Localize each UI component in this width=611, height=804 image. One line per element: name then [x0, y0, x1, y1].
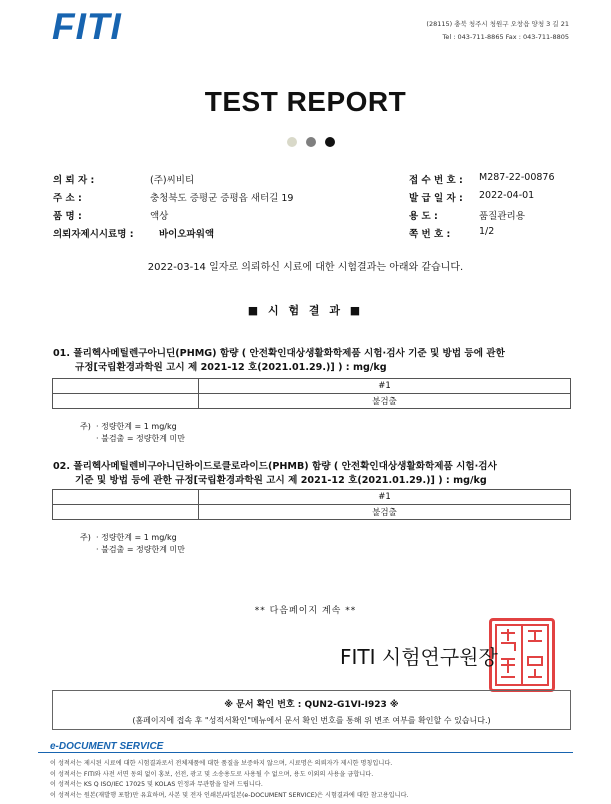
continued-notice: ** 다음페이지 계속 ** [254, 606, 357, 616]
section-title: ■ 시 험 결 과 ■ [247, 304, 364, 317]
disclaimer-line: 이 성적서는 FITI와 사전 서면 동의 없이 홍보, 선전, 광고 및 소송용도로 사용될 수 없으며, 용도 이외의 사용을 금합니다. [50, 770, 374, 778]
test-2-title-line2: 기준 및 방법 등에 관한 규정[국립환경과학원 고시 제 2021-12 호(2021.01.29.)] ) : mg/kg [75, 475, 487, 486]
decor-dot-1 [287, 137, 297, 147]
test-2-note-2: · 불검출 = 정량한계 미만 [96, 545, 185, 554]
page-value: 1/2 [479, 226, 495, 237]
sample-label: 의뢰자제시시료명 : [53, 229, 134, 240]
header-contact: Tel : 043-711-8865 Fax : 043-711-8805 [442, 33, 569, 41]
test-2-note-1: · 정량한계 = 1 mg/kg [96, 533, 177, 542]
use-label: 용 도 : [409, 211, 438, 222]
issue-value: 2022-04-01 [479, 190, 535, 201]
edocument-disclaimer [50, 759, 409, 801]
table-cell-empty [53, 505, 199, 520]
table-row [53, 379, 571, 394]
test-2-table [52, 489, 571, 520]
address-value: 충청북도 증평군 증평읍 새터길 19 [150, 193, 294, 204]
client-value: (주)씨비티 [150, 175, 195, 186]
test-1-title [53, 347, 573, 375]
table-row [53, 490, 571, 505]
test-1-table [52, 378, 571, 409]
page-label: 쪽 번 호 : [409, 229, 451, 240]
receipt-value: M287-22-00876 [479, 172, 555, 183]
seal-glyphs [492, 621, 552, 689]
table-cell-empty [53, 379, 199, 394]
report-title: TEST REPORT [204, 86, 407, 117]
decor-dot-2 [306, 137, 316, 147]
table-row [53, 394, 571, 409]
test-1-title-line2: 규정[국립환경과학원 고시 제 2021-12 호(2021.01.29.)] ) : mg/kg [75, 362, 387, 373]
test-2-note-prefix: 주) [80, 533, 91, 542]
sample-number-cell: #1 [199, 490, 571, 505]
table-cell-empty [53, 394, 199, 409]
header-address: (28115) 충북 청주시 청원구 오창읍 양청 3 길 21 [426, 20, 569, 28]
fiti-logo: FITI [52, 6, 122, 47]
table-cell-empty [53, 490, 199, 505]
client-label: 의 뢰 자 : [53, 175, 95, 186]
sample-number-cell: #1 [199, 379, 571, 394]
intro-text: 2022-03-14 일자로 의뢰하신 시료에 대한 시험결과는 아래와 같습니다. [147, 262, 464, 273]
test-2-notes [96, 532, 185, 556]
document-verification-box [52, 690, 571, 730]
header-address-block [426, 18, 569, 44]
result-cell: 불검출 [199, 394, 571, 409]
product-value: 액상 [150, 211, 169, 222]
test-2-title-line1: 02. 폴리헥사메틸렌비구아니딘하이드로클로라이드(PHMB) 함량 ( 안전확인대상생활화학제품 시험·검사 [53, 461, 497, 472]
table-row [53, 505, 571, 520]
test-1-note-1: · 정량한계 = 1 mg/kg [96, 422, 177, 431]
receipt-label: 접 수 번 호 : [409, 175, 463, 186]
test-1-notes [96, 421, 185, 445]
product-label: 품 명 : [53, 211, 82, 222]
issue-label: 발 급 일 자 : [409, 193, 463, 204]
disclaimer-line: 이 성적서는 KS Q ISO/IEC 17025 및 KOLAS 인정과 무관함을 알려 드립니다. [50, 781, 263, 788]
verification-instructions: (홈페이지에 접속 후 "성적서확인"메뉴에서 문서 확인 번호를 통해 위 변조 여부를 확인할 수 있습니다.) [132, 716, 491, 725]
edocument-footer [38, 741, 573, 799]
sample-value: 바이오파워액 [159, 229, 215, 240]
official-seal-stamp [489, 618, 555, 692]
test-1-note-prefix: 주) [80, 422, 91, 431]
test-2-title [53, 460, 573, 488]
edocument-title: e-DOCUMENT SERVICE [50, 741, 164, 752]
disclaimer-line: 이 성적서는 제시된 시료에 대한 시험결과로서 전체제품에 대한 품질을 보증하지 않으며, 시료명은 의뢰자가 제시한 명칭입니다. [50, 760, 393, 767]
director-signature: FITI 시험연구원장 [340, 645, 498, 669]
test-1-title-line1: 01. 폴리헥사메틸렌구아니딘(PHMG) 함량 ( 안전확인대상생활화학제품 시험·검사 기준 및 방법 등에 관한 [53, 348, 505, 359]
verification-number: ※ 문서 확인 번호 : QUN2-G1VI-I923 ※ [224, 700, 399, 710]
use-value: 품질관리용 [479, 211, 525, 222]
test-1-note-2: · 불검출 = 정량한계 미만 [96, 434, 185, 443]
result-cell: 불검출 [199, 505, 571, 520]
disclaimer-line: 이 성적서는 원본(재발행 포함)만 유효하며, 사본 및 전자 인쇄본/파일본(e-DOCUMENT SERVICE)은 시험결과에 대한 참고용입니다. [50, 791, 409, 799]
address-label: 주 소 : [53, 193, 82, 204]
decor-dot-3 [325, 137, 335, 147]
